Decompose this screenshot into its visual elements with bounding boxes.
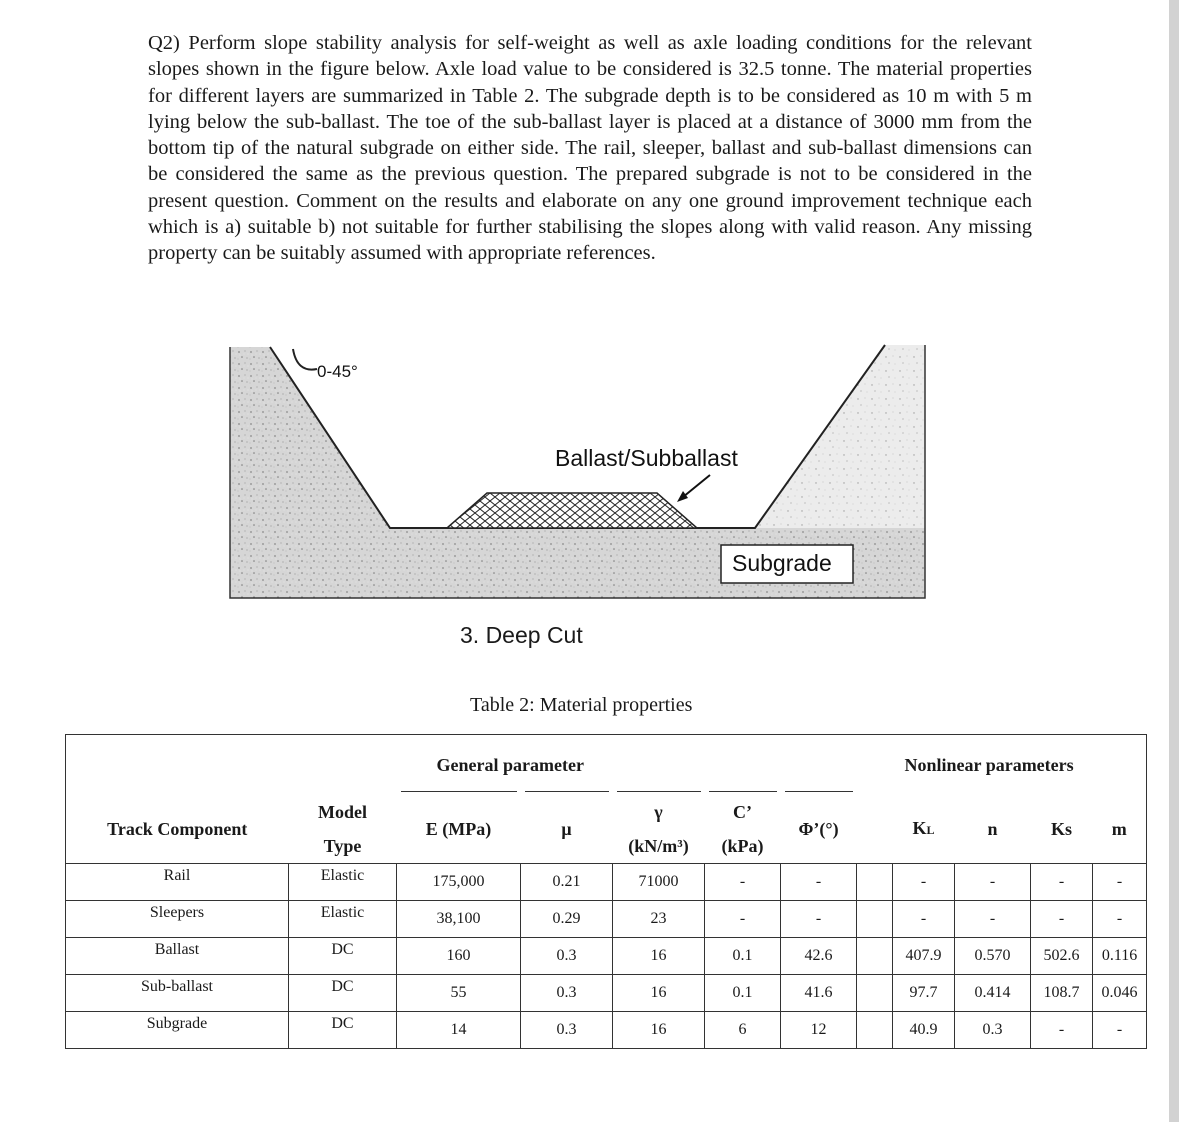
- col-kl: KL: [893, 795, 955, 864]
- table-row: Sub-ballast DC 55 0.3 16 0.1 41.6 97.7 0.414 108.7 0.046: [66, 975, 1147, 1012]
- table-row: Rail Elastic 175,000 0.21 71000 - - - - - -: [66, 864, 1147, 901]
- group-nonlinear: Nonlinear parameters: [893, 735, 1147, 796]
- table-column-header-row: [66, 795, 1147, 864]
- table-caption: Table 2: Material properties: [470, 694, 693, 716]
- col-mu: μ: [521, 795, 613, 864]
- ballast-label: Ballast/Subballast: [555, 445, 738, 471]
- left-slope-soil: [230, 347, 390, 528]
- col-component: Track Component: [66, 795, 289, 864]
- col-model: Model Type: [289, 795, 397, 864]
- col-gamma: γ (kN/m³): [613, 795, 705, 864]
- group-general: General parameter: [397, 735, 857, 796]
- col-c: C’ (kPa): [705, 795, 781, 864]
- col-n: n: [955, 795, 1031, 864]
- material-properties-table: [65, 734, 1147, 1049]
- col-m: m: [1093, 795, 1147, 864]
- table-row: Ballast DC 160 0.3 16 0.1 42.6 407.9 0.570 502.6 0.116: [66, 938, 1147, 975]
- table-row: Sleepers Elastic 38,100 0.29 23 - - - - - -: [66, 901, 1147, 938]
- angle-label: 0-45°: [317, 362, 358, 381]
- col-phi: Φ’(°): [781, 795, 857, 864]
- page-edge: [1169, 0, 1179, 1122]
- table-group-header-row: [66, 735, 1147, 796]
- ballast-arrow-line: [683, 475, 710, 497]
- question-text: Q2) Perform slope stability analysis for self-weight as well as axle loading conditions for the relevant slopes shown in the figure below. Axle load value to be considered is 32.5 tonne. The material properties for different layers are summarized in Table 2. The subgrade depth is to be considered as 10 m with 5 m lying below the sub-ballast. The toe of the sub-ballast layer is placed at a distance of 3000 mm from the bottom tip of the natural subgrade on either side. The rail, sleeper, ballast and sub-ballast dimensions can be considered the same as the previous question. The prepared subgrade is not to be considered in the present question. Comment on the results and elaborate on any one ground improvement technique each which is a) suitable b) not suitable for further stabilising the slopes along with valid reason. Any missing property can be suitably assumed with appropriate references.: [148, 32, 1032, 265]
- ballast-arrow-head: [677, 491, 688, 502]
- table-row: Subgrade DC 14 0.3 16 6 12 40.9 0.3 - -: [66, 1012, 1147, 1049]
- ballast-layer: [447, 493, 697, 528]
- subgrade-label: Subgrade: [732, 550, 832, 576]
- deep-cut-figure: [225, 325, 930, 625]
- figure-caption: 3. Deep Cut: [460, 622, 583, 648]
- angle-arc: [293, 349, 317, 370]
- col-ks: Ks: [1031, 795, 1093, 864]
- col-e: E (MPa): [397, 795, 521, 864]
